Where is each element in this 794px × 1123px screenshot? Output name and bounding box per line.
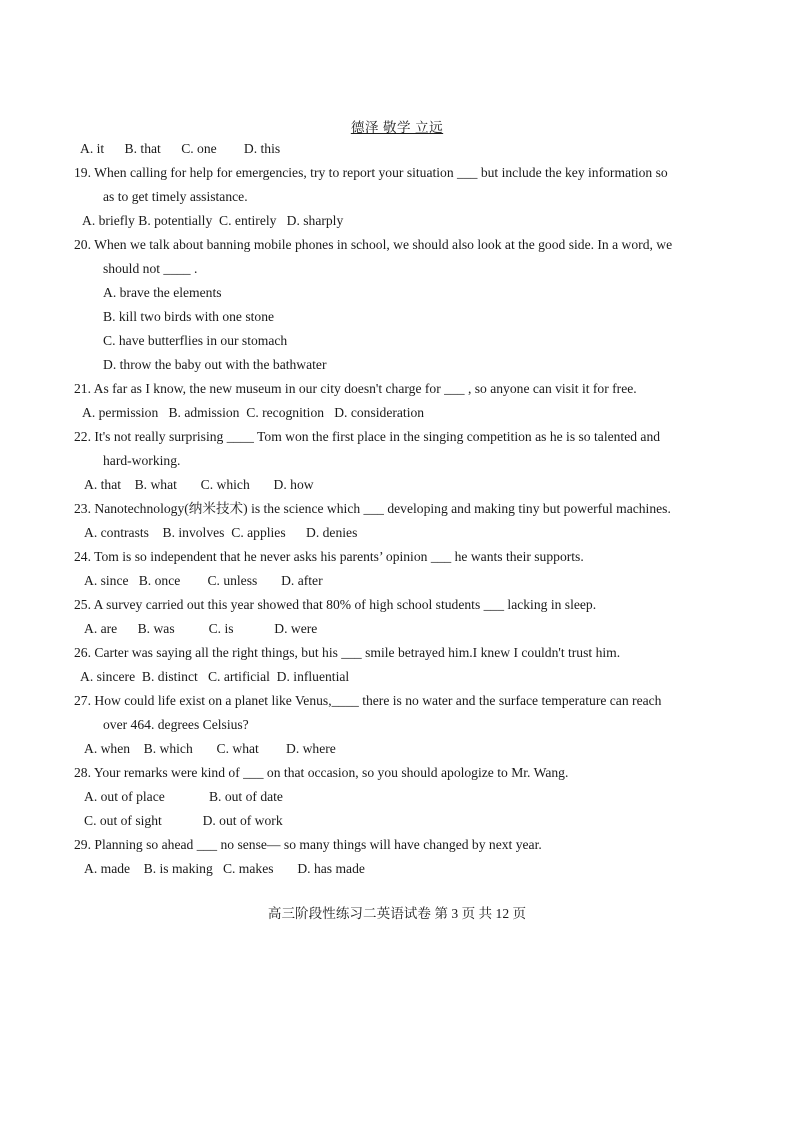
q20-stem: 20. When we talk about banning mobile phones in school, we should also look at the good side. In a word, we <box>74 237 673 252</box>
q28-options-ab: A. out of place B. out of date <box>84 789 283 804</box>
q23-stem: 23. Nanotechnology(纳米技术) is the science which ___ developing and making tiny but powerful machines. <box>74 501 671 516</box>
page-header <box>0 116 794 136</box>
q20-stem-cont: should not ____ . <box>103 261 198 276</box>
q19-stem: 19. When calling for help for emergencies, try to report your situation ___ but include the key information so <box>74 165 668 180</box>
q29-stem: 29. Planning so ahead ___ no sense— so many things will have changed by next year. <box>74 837 542 852</box>
q28-stem: 28. Your remarks were kind of ___ on that occasion, so you should apologize to Mr. Wang. <box>74 765 569 780</box>
q22-stem: 22. It's not really surprising ____ Tom won the first place in the singing competition as he is so talented and <box>74 429 661 444</box>
q19-stem-cont: as to get timely assistance. <box>103 189 248 204</box>
header-motto: 德泽 敬学 立远 <box>350 120 444 135</box>
q21-stem: 21. As far as I know, the new museum in our city doesn't charge for ___ , so anyone can visit it for free. <box>74 381 637 396</box>
page-footer: 高三阶段性练习二英语试卷 第 3 页 共 12 页 <box>267 906 527 921</box>
q27-options: A. when B. which C. what D. where <box>84 741 336 756</box>
q28-options-cd: C. out of sight D. out of work <box>84 813 283 828</box>
q27-stem-cont: over 464. degrees Celsius? <box>103 717 249 732</box>
q27-stem: 27. How could life exist on a planet like Venus,____ there is no water and the surface temperature can reach <box>74 693 662 708</box>
q25-stem: 25. A survey carried out this year showed that 80% of high school students ___ lacking in sleep. <box>74 597 597 612</box>
q25-options: A. are B. was C. is D. were <box>84 621 318 636</box>
q22-stem-cont: hard-working. <box>103 453 181 468</box>
q21-options: A. permission B. admission C. recognition D. consideration <box>82 405 425 420</box>
q18-options: A. it B. that C. one D. this <box>80 141 281 156</box>
q20-option-b: B. kill two birds with one stone <box>103 309 275 324</box>
q29-options: A. made B. is making C. makes D. has made <box>84 861 365 876</box>
q19-options: A. briefly B. potentially C. entirely D. sharply <box>82 213 344 228</box>
q24-stem: 24. Tom is so independent that he never asks his parents’ opinion ___ he wants their supports. <box>74 549 584 564</box>
q22-options: A. that B. what C. which D. how <box>84 477 314 492</box>
q26-options: A. sincere B. distinct C. artificial D. influential <box>80 669 350 684</box>
q23-options: A. contrasts B. involves C. applies D. denies <box>84 525 358 540</box>
q20-option-d: D. throw the baby out with the bathwater <box>103 357 327 372</box>
q20-option-c: C. have butterflies in our stomach <box>103 333 288 348</box>
q26-stem: 26. Carter was saying all the right things, but his ___ smile betrayed him.I knew I couldn't trust him. <box>74 645 621 660</box>
q20-option-a: A. brave the elements <box>103 285 222 300</box>
q24-options: A. since B. once C. unless D. after <box>84 573 323 588</box>
